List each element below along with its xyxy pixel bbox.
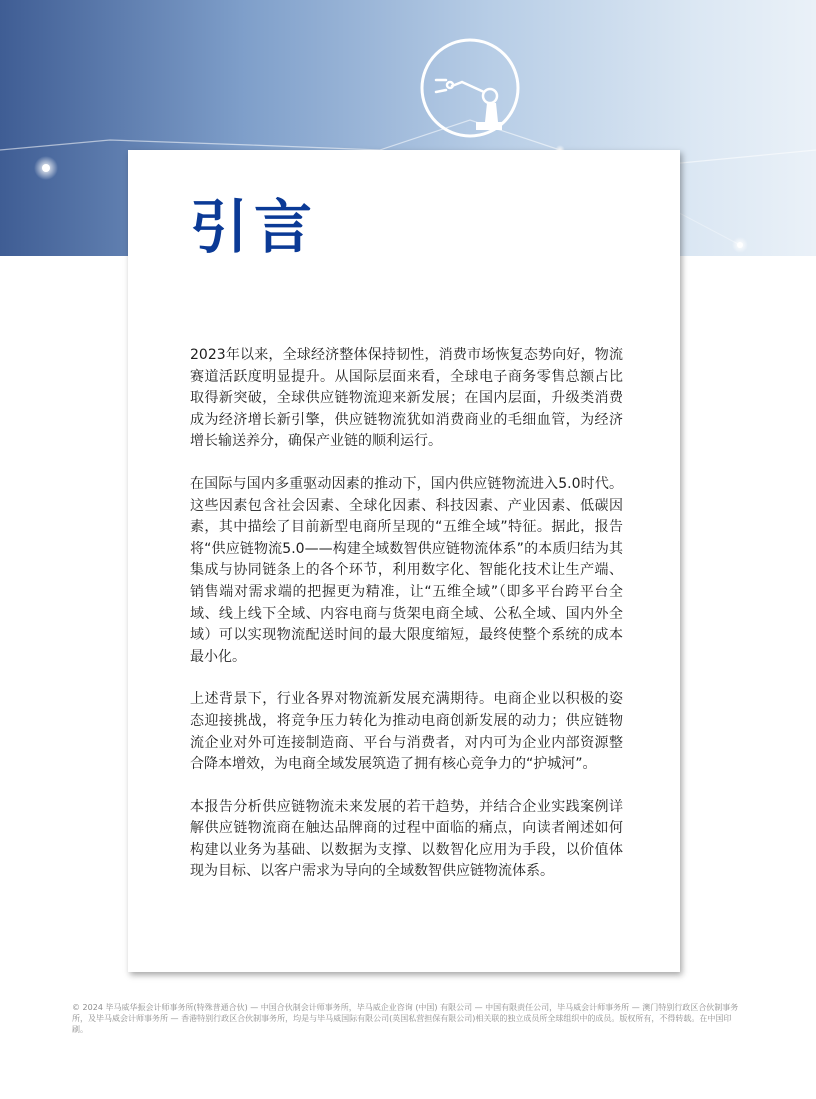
body-text: [190, 345, 623, 904]
paragraph: 2023年以来，全球经济整体保持韧性，消费市场恢复态势向好，物流赛道活跃度明显提升。从国际层面来看，全球电子商务零售总额占比取得新突破，全球供应链物流迎来新发展；在国内层面，升级类消费成为经济增长新引擎，供应链物流犹如消费商业的毛细血管，为经济增长输送养分，确保产业链的顺利运行。: [190, 347, 623, 450]
paragraph: 在国际与国内多重驱动因素的推动下，国内供应链物流进入5.0时代。这些因素包含社会因素、全球化因素、科技因素、产业因素、低碳因素，其中描绘了目前新型电商所呈现的“五维全域”特征。据此，报告将“供应链物流5.0——构建全域数智供应链物流体系”的本质归结为其集成与协同链条上的各个环节，利用数字化、智能化技术让生产端、销售端对需求端的把握更为精准，让“五维全域”（即多平台跨平台全域、线上线下全域、内容电商与货架电商全域、公私全域、国内外全域）可以实现物流配送时间的最大限度缩短，最终使整个系统的成本最小化。: [190, 475, 623, 665]
robot-arm-icon: [436, 80, 502, 130]
page-title: 引言: [190, 193, 319, 261]
copyright-footer: © 2024 毕马威华振会计师事务所(特殊普通合伙) — 中国合伙制会计师事务所，毕马威企业咨询 (中国) 有限公司 — 中国有限责任公司，毕马威会计师事务所 — 澳门特别行政区合伙制事务所，及毕马威会计师事务所 — 香港特别行政区合伙制事务所，均是与毕马威国际有限公司(英国私营担保有限公司)相关联的独立成员所全球组织中的成员。版权所有，不得转载。在中国印刷。: [72, 1003, 739, 1034]
paragraph: 上述背景下，行业各界对物流新发展充满期待。电商企业以积极的姿态迎接挑战，将竞争压力转化为推动电商创新发展的动力；供应链物流企业对外可连接制造商、平台与消费者，对内可为企业内部资源整合降本增效，为电商全域发展筑造了拥有核心竞争力的“护城河”。: [190, 691, 623, 773]
paragraph: 本报告分析供应链物流未来发展的若干趋势，并结合企业实践案例详解供应链物流商在触达品牌商的过程中面临的痛点，向读者阐述如何构建以业务为基础、以数据为支撑、以数智化应用为手段，以价值体现为目标、以客户需求为导向的全域数智供应链物流体系。: [190, 798, 623, 880]
glow-node-core: [737, 242, 743, 248]
glow-node-core: [42, 164, 50, 172]
content-card: [128, 150, 680, 972]
robot-arm-ring: [422, 40, 518, 136]
